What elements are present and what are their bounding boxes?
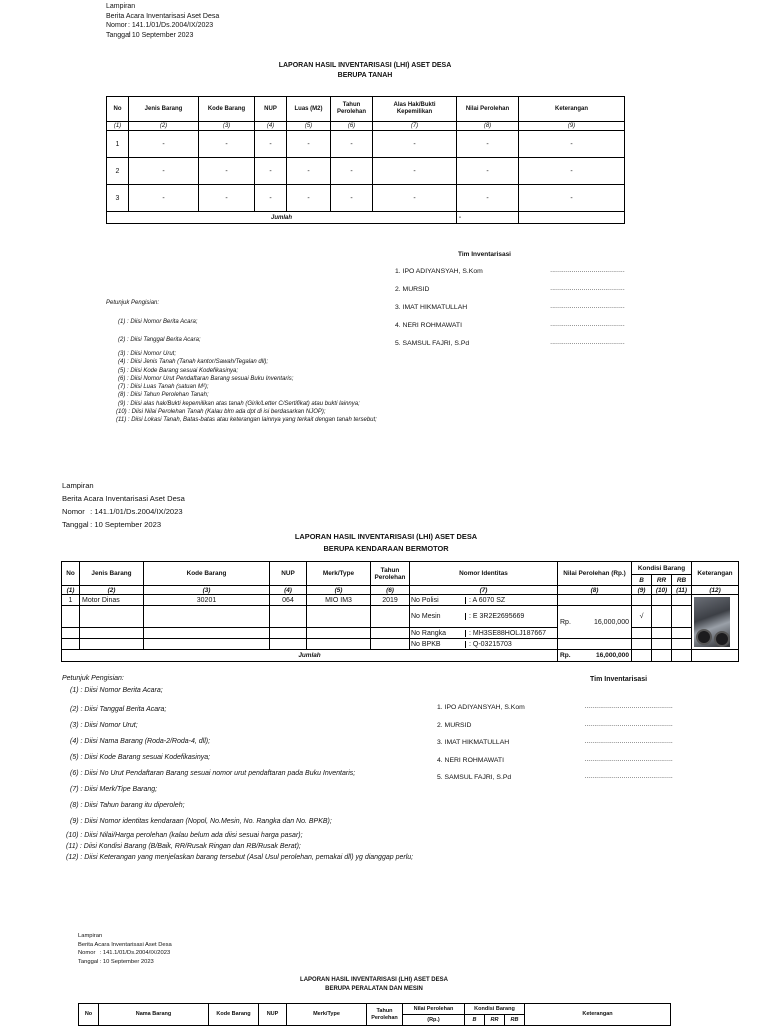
cell: - [519, 185, 625, 212]
doc1-petunjuk-list [118, 350, 377, 425]
col-number: (3) [144, 586, 270, 595]
doc2-header-row [62, 562, 739, 575]
doc2-title-line1: LAPORAN HASIL INVENTARISASI (LHI) ASET DESA [294, 532, 478, 541]
petunjuk-item: (5) : Diisi Kode Barang sesuai Kodefikasinya; [70, 754, 211, 761]
cell [558, 595, 632, 606]
col-number: (4) [270, 586, 307, 595]
col-header: Merk/Type [287, 1004, 367, 1026]
doc1-tim-title: Tim Inventarisasi [458, 251, 511, 258]
petunjuk-item: (10) : Diisi Nilai Perolehan Tanah (Kalau blm ada dpt di isi berdasarkan NJOP); [116, 409, 326, 416]
doc3-lampiran: Lampiran [78, 933, 103, 939]
petunjuk-item: (1) : Diisi Nomor Berita Acara; [70, 687, 163, 694]
identitas-value: : E 3R2E2695669 [469, 613, 525, 620]
col-header: Jenis Barang [129, 97, 199, 122]
cell [80, 639, 144, 650]
cell [692, 650, 739, 662]
col-number: (2) [80, 586, 144, 595]
petunjuk-item: (8) : Diisi Tahun barang itu diperoleh; [70, 802, 185, 809]
jumlah-value: - [457, 212, 519, 224]
doc3-title-line1: LAPORAN HASIL INVENTARISASI (LHI) ASET DESA [300, 977, 448, 983]
col-header: B [632, 575, 652, 586]
doc3-title-line2: BERUPA PERALATAN DAN MESIN [325, 986, 423, 992]
col-header: RR [485, 1015, 505, 1026]
cell: MIO IM3 [307, 595, 371, 606]
col-header: Tahun Perolehan [331, 97, 373, 122]
col-header: No [79, 1004, 99, 1026]
col-number: (7) [373, 122, 457, 131]
cell [371, 639, 410, 650]
doc3-title [78, 976, 670, 994]
col-header: Alas Hak/Bukti Kepemilikan [373, 97, 457, 122]
table-row [107, 131, 625, 158]
identitas-cell [410, 595, 558, 606]
team-member: 3. IMAT HIKMATULLAH ............................................. [437, 739, 673, 746]
col-number: (10) [652, 586, 672, 595]
doc2-tim-title: Tim Inventarisasi [590, 676, 648, 683]
identitas-label: No Rangka [410, 630, 466, 637]
col-header: NUP [270, 562, 307, 586]
col-header: Keterangan [525, 1004, 671, 1026]
col-number: (12) [692, 586, 739, 595]
col-number: (5) [307, 586, 371, 595]
col-header: Kondisi Barang [632, 562, 692, 575]
cell: 30201 [144, 595, 270, 606]
doc3-tanggal: Tanggal : 10 September 2023 [78, 958, 154, 965]
doc2-team-list [437, 704, 673, 792]
cell [652, 650, 672, 662]
col-header: Kondisi Barang [465, 1004, 525, 1015]
cell: 3 [107, 185, 129, 212]
doc2-berita: Berita Acara Inventarisasi Aset Desa [62, 494, 185, 503]
col-number: (9) [519, 122, 625, 131]
cell [371, 628, 410, 639]
doc2-nomor: Nomor : 141.1/01/Ds.2004/IX/2023 [62, 507, 183, 516]
col-number: (6) [331, 122, 373, 131]
doc1-tanggal: Tanggal : 10 September 2023 [106, 31, 194, 39]
doc1-nomor: Nomor : 141.1/01/Ds.2004/IX/2023 [106, 22, 214, 29]
cell [307, 606, 371, 628]
petunjuk-item: (9) : Diisi Nomor identitas kendaraan (Nopol, No.Mesin, No. Rangka dan No. BPKB); [70, 818, 332, 825]
col-header: RR [652, 575, 672, 586]
col-number: (2) [129, 122, 199, 131]
cell: - [331, 131, 373, 158]
identitas-value: : MH3SE88HOLJ187667 [469, 629, 547, 637]
identitas-cell [410, 639, 558, 650]
cell: - [129, 185, 199, 212]
col-number: (4) [255, 122, 287, 131]
cell [519, 212, 625, 224]
col-header: Keterangan [519, 97, 625, 122]
cell: - [373, 158, 457, 185]
petunjuk-item: (5) : Diisi Kode Barang sesuai Kodefikasinya; [118, 367, 239, 374]
col-number: (11) [672, 586, 692, 595]
col-header: Tahun Perolehan [371, 562, 410, 586]
col-header: Jenis Barang [80, 562, 144, 586]
doc2-petunjuk-list [66, 686, 414, 863]
table-row [62, 606, 739, 628]
petunjuk-item: (11) : Diisi Lokasi Tanah, Batas-batas atau keterangan lainnya yang terkait dengan tanah tersebut; [116, 417, 377, 424]
doc1-table [106, 96, 625, 224]
petunjuk-item: (2) : Diisi Tanggal Berita Acara; [70, 706, 167, 713]
cell: - [287, 185, 331, 212]
petunjuk-item: (7) : Diisi Luas Tanah (satuan M²); [118, 384, 209, 391]
cell: - [287, 131, 331, 158]
col-number: (3) [199, 122, 255, 131]
cell: - [457, 158, 519, 185]
col-header: RB [505, 1015, 525, 1026]
identitas-label: No Mesin [410, 613, 466, 620]
doc2-table [61, 561, 739, 662]
doc2-title [62, 531, 710, 555]
kondisi-b: √ [632, 606, 652, 628]
cell [672, 595, 692, 606]
motorcycle-photo [694, 597, 730, 647]
col-header: NUP [259, 1004, 287, 1026]
doc3-nomor: Nomor : 141.1/01/Ds.2004/IX/2023 [78, 950, 171, 956]
cell: - [373, 131, 457, 158]
col-header: Kode Barang [144, 562, 270, 586]
col-header: Nomor Identitas [410, 562, 558, 586]
doc1-header [106, 2, 219, 40]
col-header: Nilai Perolehan [403, 1004, 465, 1015]
cell: - [255, 158, 287, 185]
doc1-petunjuk-title: Petunjuk Pengisian: [106, 300, 160, 306]
cell [270, 639, 307, 650]
cell [672, 650, 692, 662]
col-header: B [465, 1015, 485, 1026]
cell [307, 639, 371, 650]
cell [652, 595, 672, 606]
doc3-header-row [79, 1004, 671, 1015]
cell [632, 595, 652, 606]
doc1-number-row [107, 122, 625, 131]
identitas-label: No Polisi [410, 597, 466, 604]
cell: - [255, 131, 287, 158]
petunjuk-item: (3) : Diisi Nomor Urut; [118, 351, 177, 357]
doc2-jumlah-row [62, 650, 739, 662]
petunjuk-item: (12) : Diisi Keterangan yang menjelaskan barang tersebut (Asal Usul perolehan, pemakai dll) yg dianggap perlu; [66, 854, 414, 861]
cell [144, 628, 270, 639]
doc2-number-row [62, 586, 739, 595]
doc2-title-line2: BERUPA KENDARAAN BERMOTOR [323, 544, 449, 553]
team-member: 5. SAMSUL FAJRI, S.Pd ...................................... [395, 340, 625, 347]
identitas-label: No BPKB [410, 641, 466, 648]
cell [144, 606, 270, 628]
jumlah-label: Jumlah [107, 212, 457, 224]
doc1-petunjuk-item: (2) : Diisi Tanggal Berita Acara; [118, 337, 201, 343]
petunjuk-item: (6) : Diisi No Urut Pendaftaran Barang sesuai nomor urut pendaftaran pada Buku Inventaris; [70, 770, 356, 777]
col-number: (8) [558, 586, 632, 595]
cell [652, 606, 672, 628]
petunjuk-item: (3) : Diisi Nomor Urut; [70, 722, 138, 729]
cell [632, 650, 652, 662]
cell: - [457, 131, 519, 158]
doc1-berita: Berita Acara Inventarisasi Aset Desa [106, 12, 220, 20]
table-row [62, 628, 739, 639]
cell [62, 628, 80, 639]
col-header: Nilai Perolehan (Rp.) [558, 562, 632, 586]
doc1-title [106, 61, 624, 81]
cell [672, 639, 692, 650]
cell [558, 639, 632, 650]
team-member: 2. MURSID ...................................... [395, 286, 625, 293]
nilai-value: 16,000,000 [593, 618, 629, 626]
photo-cell [692, 595, 739, 650]
doc1-jumlah-row [107, 212, 625, 224]
col-number: (1) [107, 122, 129, 131]
doc1-title-line2: BERUPA TANAH [337, 72, 393, 79]
petunjuk-item: (8) : Diisi Tahun Perolehan Tanah; [118, 392, 209, 399]
identitas-value: : A 6070 SZ [469, 596, 506, 604]
col-header: Kode Barang [199, 97, 255, 122]
doc3-table [78, 1003, 671, 1026]
cell: 1 [62, 595, 80, 606]
team-member: 1. IPO ADIYANSYAH, S.Kom ...................................... [395, 268, 625, 275]
cell: Motor Dinas [80, 595, 144, 606]
col-number: (6) [371, 586, 410, 595]
identitas-cell [410, 628, 558, 639]
jumlah-value: 16,000,000 [595, 652, 629, 659]
cell [62, 639, 80, 650]
col-number: (1) [62, 586, 80, 595]
team-member: 2. MURSID ............................................. [437, 721, 673, 729]
cell [80, 628, 144, 639]
cell [62, 606, 80, 628]
doc2-petunjuk-title: Petunjuk Pengisian: [62, 675, 124, 682]
team-member: 3. IMAT HIKMATULLAH ...................................... [395, 304, 625, 311]
col-header: No [62, 562, 80, 586]
petunjuk-item: (6) : Diisi Nomor Urut Pendaftaran Barang sesuai Buku Inventaris; [118, 375, 294, 382]
col-number: (5) [287, 122, 331, 131]
cell: - [199, 158, 255, 185]
doc1-team-list [395, 268, 625, 358]
doc2-header [62, 480, 185, 530]
cell: - [287, 158, 331, 185]
table-row [62, 639, 739, 650]
cell: - [331, 158, 373, 185]
team-member: 4. NERI ROHMAWATI ...................................... [395, 322, 625, 329]
cell: 2 [107, 158, 129, 185]
identitas-cell [410, 606, 558, 628]
cell [270, 628, 307, 639]
identitas-value: : Q-03215703 [469, 640, 512, 648]
col-header: Merk/Type [307, 562, 371, 586]
cell: - [331, 185, 373, 212]
col-header: Keterangan [692, 562, 739, 586]
cell [672, 606, 692, 628]
cell: 064 [270, 595, 307, 606]
col-header: Nama Barang [99, 1004, 209, 1026]
petunjuk-item: (11) : Diisi Kondisi Barang (B/Baik, RR/Rusak Ringan dan RB/Rusak Berat); [66, 843, 301, 850]
cell [632, 639, 652, 650]
rp-label: Rp. [560, 618, 571, 626]
doc2-lampiran: Lampiran [62, 481, 94, 490]
petunjuk-item: (7) : Diisi Merk/Tipe Barang; [70, 786, 158, 793]
col-header: Tahun Perolehan [367, 1004, 403, 1026]
doc3-header [78, 932, 172, 966]
col-header: (Rp.) [403, 1015, 465, 1026]
cell [307, 628, 371, 639]
cell: - [373, 185, 457, 212]
table-row [107, 185, 625, 212]
nilai-cell [558, 606, 632, 639]
cell: - [519, 131, 625, 158]
cell: - [129, 158, 199, 185]
cell: - [255, 185, 287, 212]
team-member: 4. NERI ROHMAWATI ............................................. [437, 756, 673, 764]
cell [80, 606, 144, 628]
col-header: Kode Barang [209, 1004, 259, 1026]
cell [652, 639, 672, 650]
cell: - [457, 185, 519, 212]
table-row [62, 595, 739, 606]
col-header: Nilai Perolehan [457, 97, 519, 122]
col-header: RB [672, 575, 692, 586]
col-header: Luas (M2) [287, 97, 331, 122]
table-row [107, 158, 625, 185]
cell: 2019 [371, 595, 410, 606]
doc2-tanggal: Tanggal : 10 September 2023 [62, 520, 162, 529]
rp-label: Rp. [560, 652, 571, 659]
cell: 1 [107, 131, 129, 158]
team-member: 1. IPO ADIYANSYAH, S.Kom ............................................. [437, 704, 673, 711]
doc3-berita: Berita Acara Inventarisasi Aset Desa [78, 941, 172, 948]
col-number: (9) [632, 586, 652, 595]
petunjuk-item: (10) : Diisi Nilai/Harga perolehan (kalau belum ada diisi sesuai harga pasar); [66, 832, 303, 839]
cell: - [129, 131, 199, 158]
team-member: 5. SAMSUL FAJRI, S.Pd ............................................. [437, 774, 673, 781]
cell: - [519, 158, 625, 185]
petunjuk-item: (9) : Diisi alas hak/Bukti kepemilikan atas tanah (Girik/Letter C/Sertifikat) atau bukti lainnya; [118, 400, 360, 407]
col-header: No [107, 97, 129, 122]
doc1-title-line1: LAPORAN HASIL INVENTARISASI (LHI) ASET DESA [278, 62, 452, 69]
jumlah-label: Jumlah [62, 650, 558, 662]
cell [632, 628, 652, 639]
cell [144, 639, 270, 650]
jumlah-cell [558, 650, 632, 662]
petunjuk-item: (4) : Diisi Jenis Tanah (Tanah kantor/Sawah/Tegalan dll); [118, 359, 269, 366]
col-header: NUP [255, 97, 287, 122]
cell: - [199, 131, 255, 158]
petunjuk-item: (4) : Diisi Nama Barang (Roda-2/Roda-4, dll); [70, 738, 211, 745]
cell [270, 606, 307, 628]
cell [672, 628, 692, 639]
doc1-petunjuk-item: (1) : Diisi Nomor Berita Acara; [118, 319, 198, 325]
cell [652, 628, 672, 639]
cell: - [199, 185, 255, 212]
cell [371, 606, 410, 628]
col-number: (7) [410, 586, 558, 595]
doc1-lampiran: Lampiran [106, 3, 136, 10]
col-number: (8) [457, 122, 519, 131]
doc1-header-row [107, 97, 625, 122]
